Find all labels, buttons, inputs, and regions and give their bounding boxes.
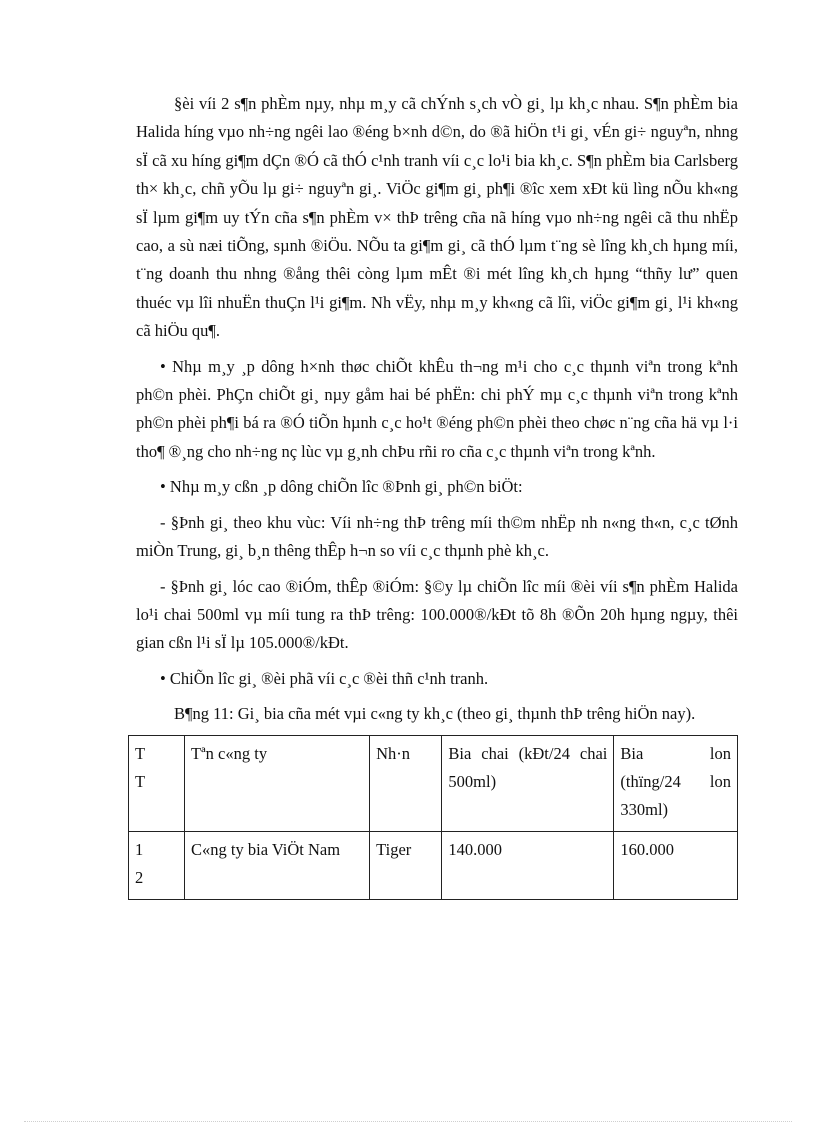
cell-tt-label: 1 2 [135, 839, 144, 888]
paragraph-regional-pricing: - §Þnh gi¸ theo khu vùc: Víi nh÷ng thÞ trêng míi th©m nhËp nh n«ng th«n, c¸c tØnh miÒn Trung, gi¸ b¸n thêng thÊp h¬n so víi c¸c thµnh phè kh¸c. [136, 512, 738, 561]
document-page [136, 90, 738, 900]
header-company: Tªn c«ng ty [185, 735, 370, 831]
price-table [128, 735, 738, 900]
cell-can: 160.000 [614, 831, 738, 899]
table-header-row [129, 735, 738, 831]
paragraph-trade-discount: • Nhµ m¸y ¸p dông h×nh thøc chiÕt khÊu th¬ng m¹i cho c¸c thµnh viªn trong kªnh ph©n phèi. PhÇn chiÕt gi¸ nµy gåm hai bé phËn: chi phÝ mµ c¸c thµnh viªn trong kªnh ph©n phèi ph¶i bá ra ®Ó tiÕn hµnh c¸c ho¹t ®éng ph©n phèi theo chøc n¨ng cña hä vµ l·i tho¶ ®¸ng cho nh÷ng nç lùc vµ g¸nh chÞu rñi ro cña c¸c thµnh viªn trong kªnh. [136, 356, 738, 461]
header-bottle: Bia chai (kÐt/24 chai 500ml) [442, 735, 614, 831]
paragraph-price-discrimination: • Nhµ m¸y cßn ¸p dông chiÕn lîc ®Þnh gi¸ ph©n biÖt: [160, 477, 523, 497]
paragraph-competitor-pricing: • ChiÕn lîc gi¸ ®èi phã víi c¸c ®èi thñ c¹nh tranh. [160, 668, 489, 688]
paragraph-peak-pricing: - §Þnh gi¸ lóc cao ®iÓm, thÊp ®iÓm: §©y lµ chiÕn lîc míi ®èi víi s¶n phÈm Halida lo¹i chai 500ml vµ míi tung ra thÞ trêng: 100.000®/kÐt tõ 8h ®Õn 20h hµng ngµy, thêi gian cßn l¹i sÏ lµ 105.000®/kÐt. [136, 576, 738, 653]
paragraph-pricing-policy: §èi víi 2 s¶n phÈm nµy, nhµ m¸y cã chÝnh s¸ch vÒ gi¸ lµ kh¸c nhau. S¶n phÈm bia Halida híng vµo nh÷ng ngêi lao ®éng b×nh d©n, do ®ã hiÖn t¹i gi¸ vÉn gi÷ nguyªn, nhng sÏ cã xu híng gi¶m dÇn ®Ó cã thÓ c¹nh tranh víi c¸c lo¹i bia kh¸c. S¶n phÈm bia Carlsberg th× kh¸c, chñ yÕu lµ gi÷ nguyªn gi¸. ViÖc gi¶m gi¸ ph¶i ®îc xem xÐt kü lìng nÕu kh«ng sÏ lµm gi¶m uy tÝn cña s¶n phÈm v× thÞ trêng cña nã híng vµo nh÷ng ngêi cã thu nhËp cao, a sù næi tiÕng, sµnh ®iÖu. NÕu ta gi¶m gi¸ cã thÓ lµm t¨ng sè lîng kh¸ch hµng míi, t¨ng doanh thu nhng ®ång thêi còng lµm mÊt ®i mét lîng kh¸ch hµng “thñy lư” quen thuéc vµ lîi nhuËn thuÇn l¹i gi¶m. Nh vËy, nhµ m¸y kh«ng cã lîi, viÖc gi¶m gi¸ l¹i kh«ng cã hiÖu qu¶. [136, 94, 738, 341]
header-brand: Nh·n [370, 735, 442, 831]
header-tt-label: T T [135, 743, 146, 791]
cell-tt [129, 831, 185, 899]
header-tt [129, 735, 185, 831]
page-bottom-divider [24, 1121, 792, 1122]
table-caption: B¶ng 11: Gi¸ bia cña mét vµi c«ng ty kh¸c (theo gi¸ thµnh thÞ trêng hiÖn nay). [174, 704, 696, 724]
cell-brand: Tiger [370, 831, 442, 899]
table-row [129, 831, 738, 899]
cell-bottle: 140.000 [442, 831, 614, 899]
header-can: Bia lon (thïng/24 lon 330ml) [614, 735, 738, 831]
cell-company: C«ng ty bia ViÖt Nam [185, 831, 370, 899]
